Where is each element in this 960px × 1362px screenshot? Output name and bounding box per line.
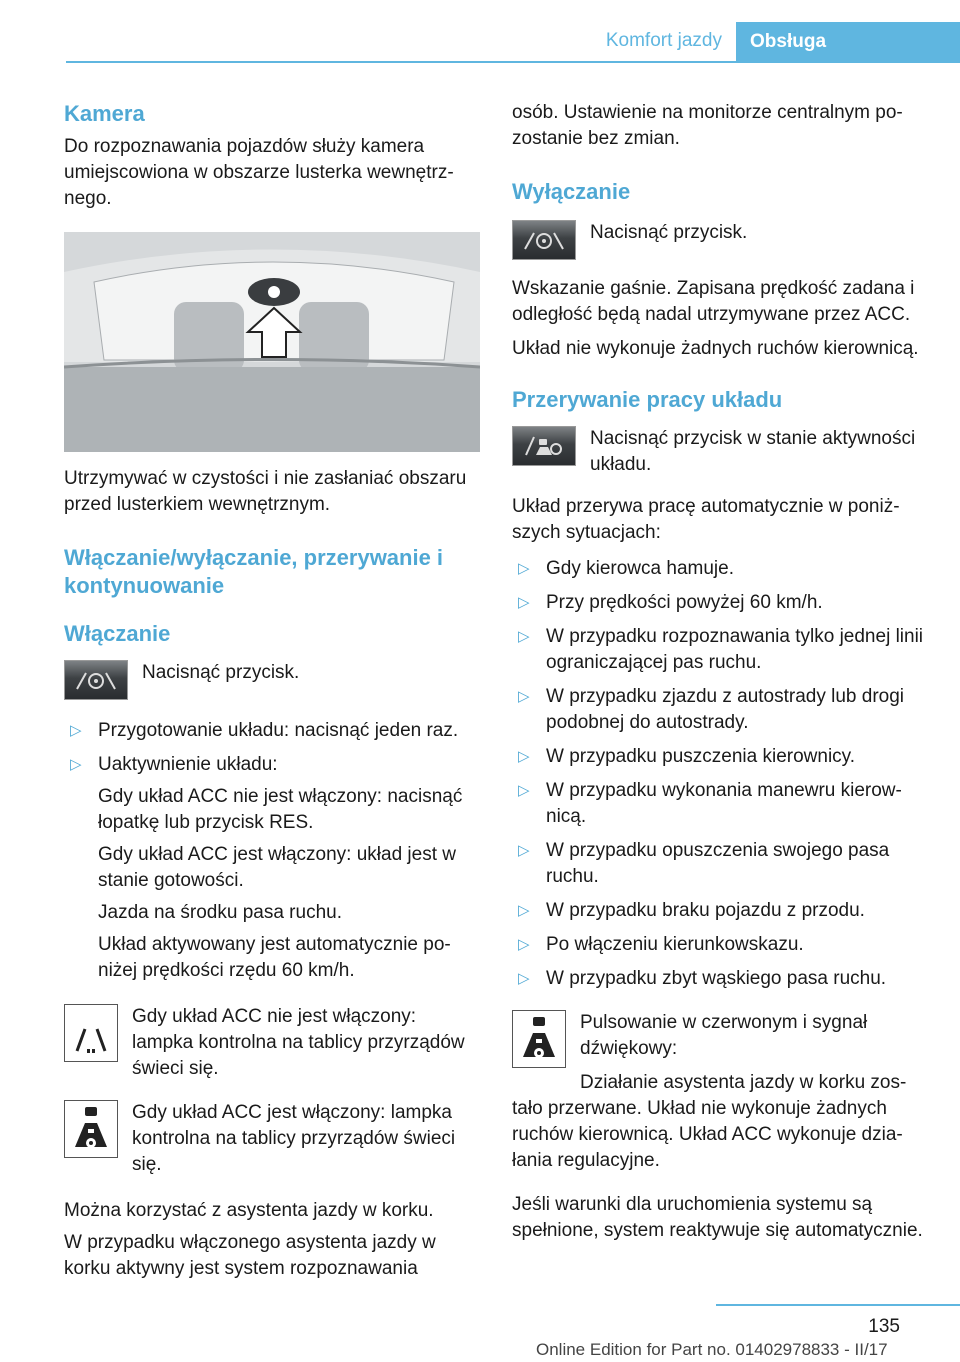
chapter-tab: Obsługa <box>736 22 960 62</box>
przerywanie-list <box>512 556 928 992</box>
wlaczanie-button-text: Nacisnąć przycisk. <box>142 662 300 683</box>
list-item: ▷ Przy prędkości powyżej 60 km/h. <box>512 590 928 616</box>
wylaczanie-p2: Układ nie wykonuje żadnych ruchów kierownicą. <box>512 338 919 359</box>
car-interior-image <box>64 232 480 452</box>
steering-wheel-button-icon <box>64 660 128 700</box>
list-item: ▷ W przypadku braku pojazdu z przodu. <box>512 898 928 924</box>
right-column <box>512 100 928 1244</box>
bullet-triangle-icon: ▷ <box>518 628 530 645</box>
wylaczanie-p1: Wskazanie gaśnie. Zapisana prędkość zadana i odległość będą nadal utrzymywane przez ACC. <box>512 278 915 325</box>
sub-line: Jazda na środku pasa ruchu. <box>98 902 342 923</box>
sub-line: Gdy układ ACC jest włączony: układ jest w stanie gotowości. <box>98 844 456 891</box>
mirror-camera-photo <box>64 232 480 452</box>
wylaczanie-heading: Wyłączanie <box>512 179 631 204</box>
kamera-text: Do rozpoznawania pojazdów służy kamera umiejscowiona w obszarze lusterka wewnętrznego. <box>64 136 454 209</box>
para1: Można korzystać z asystenta jazdy w korku. <box>64 1200 434 1221</box>
bullet-triangle-icon: ▷ <box>70 722 82 739</box>
section-tab: Komfort jazdy <box>605 30 722 51</box>
lamp2-text: Gdy układ ACC jest włączony: lampka kontrolna na tablicy przyrządów świeci się. <box>132 1102 456 1175</box>
list-item: ▷ Gdy kierowca hamuje. <box>512 556 928 582</box>
przerywanie-button-text: Nacisnąć przycisk w stanie aktywności układu. <box>590 428 916 475</box>
header-rule <box>66 61 960 63</box>
list-item: ▷ Przygotowanie układu: nacisnąć jeden raz. <box>64 718 480 744</box>
kamera-heading: Kamera <box>64 101 145 126</box>
cont-text: osób. Ustawienie na monitorze centralnym pozostanie bez zmian. <box>512 102 903 149</box>
bullet-triangle-icon: ▷ <box>518 688 530 705</box>
przerywanie-heading: Przerywanie pracy układu <box>512 387 783 412</box>
traffic-jam-warning-icon <box>512 1010 566 1068</box>
wlaczanie-list <box>64 718 480 778</box>
bullet-triangle-icon: ▷ <box>518 748 530 765</box>
bullet-triangle-icon: ▷ <box>518 970 530 987</box>
lane-assist-icon <box>64 1004 118 1062</box>
sub-line: Układ aktywowany jest automatycznie poniżej prędkości rzędu 60 km/h. <box>98 934 451 981</box>
bullet-triangle-icon: ▷ <box>518 782 530 799</box>
bullet-triangle-icon: ▷ <box>518 902 530 919</box>
photo-caption: Utrzymywać w czystości i nie zasłaniać obszaru przed lusterkiem wewnętrznym. <box>64 468 467 515</box>
bullet-triangle-icon: ▷ <box>518 594 530 611</box>
list-item: ▷ W przypadku zjazdu z autostrady lub drogi podobnej do autostrady. <box>518 686 905 733</box>
steering-wheel-button-icon <box>512 220 576 260</box>
wlaczanie-heading: Włączanie <box>64 621 171 646</box>
list-item: ▷ Po włączeniu kierunkowskazu. <box>512 932 928 958</box>
list-item: ▷ W przypadku opuszczenia swojego pasa ruchu. <box>518 840 890 887</box>
bullet-triangle-icon: ▷ <box>518 560 530 577</box>
traffic-jam-assist-icon <box>64 1100 118 1158</box>
bullet-triangle-icon: ▷ <box>518 936 530 953</box>
sub-line: Gdy układ ACC nie jest włączony: nacisnąć łopatkę lub przycisk RES. <box>98 786 463 833</box>
warn-text1: Pulsowanie w czerwonym i sygnał dźwiękowy: <box>580 1012 868 1059</box>
list-item: ▷ W przypadku zbyt wąskiego pasa ruchu. <box>512 966 928 992</box>
traffic-jam-button-icon <box>512 426 576 466</box>
para2: W przypadku włączonego asystenta jazdy w korku aktywny jest system rozpoznawania <box>64 1232 436 1279</box>
warn-text2: Działanie asystenta jazdy w korku zostało przerwane. Układ nie wykonuje żadnych ruchów kierownicą. Układ ACC wykonuje działania regulacyjne. <box>512 1072 907 1171</box>
lamp1-text: Gdy układ ACC nie jest włączony: lampka kontrolna na tablicy przyrządów świeci się. <box>132 1006 465 1079</box>
edition-line: Online Edition for Part no. 01402978833 - II/17 <box>536 1340 888 1359</box>
page-number: 135 <box>868 1316 900 1337</box>
bullet-triangle-icon: ▷ <box>70 756 82 773</box>
list-item: ▷ Uaktywnienie układu: <box>64 752 480 778</box>
final-para: Jeśli warunki dla uruchomienia systemu są spełnione, system reaktywuje się automatycznie. <box>512 1194 923 1241</box>
list-item: ▷ W przypadku wykonania manewru kierownicą. <box>518 780 902 827</box>
wylaczanie-button-text: Nacisnąć przycisk. <box>590 222 748 243</box>
footer-rule <box>716 1304 960 1306</box>
list-item: ▷ W przypadku puszczenia kierownicy. <box>512 744 928 770</box>
section-heading: Włączanie/wyłączanie, przerywanie i kontynuowanie <box>64 545 444 598</box>
przerywanie-intro: Układ przerywa pracę automatycznie w poniższych sytuacjach: <box>512 496 900 543</box>
list-item: ▷ W przypadku rozpoznawania tylko jednej linii ograniczającej pas ruchu. <box>518 626 924 673</box>
bullet-triangle-icon: ▷ <box>518 842 530 859</box>
left-column <box>64 100 480 1282</box>
